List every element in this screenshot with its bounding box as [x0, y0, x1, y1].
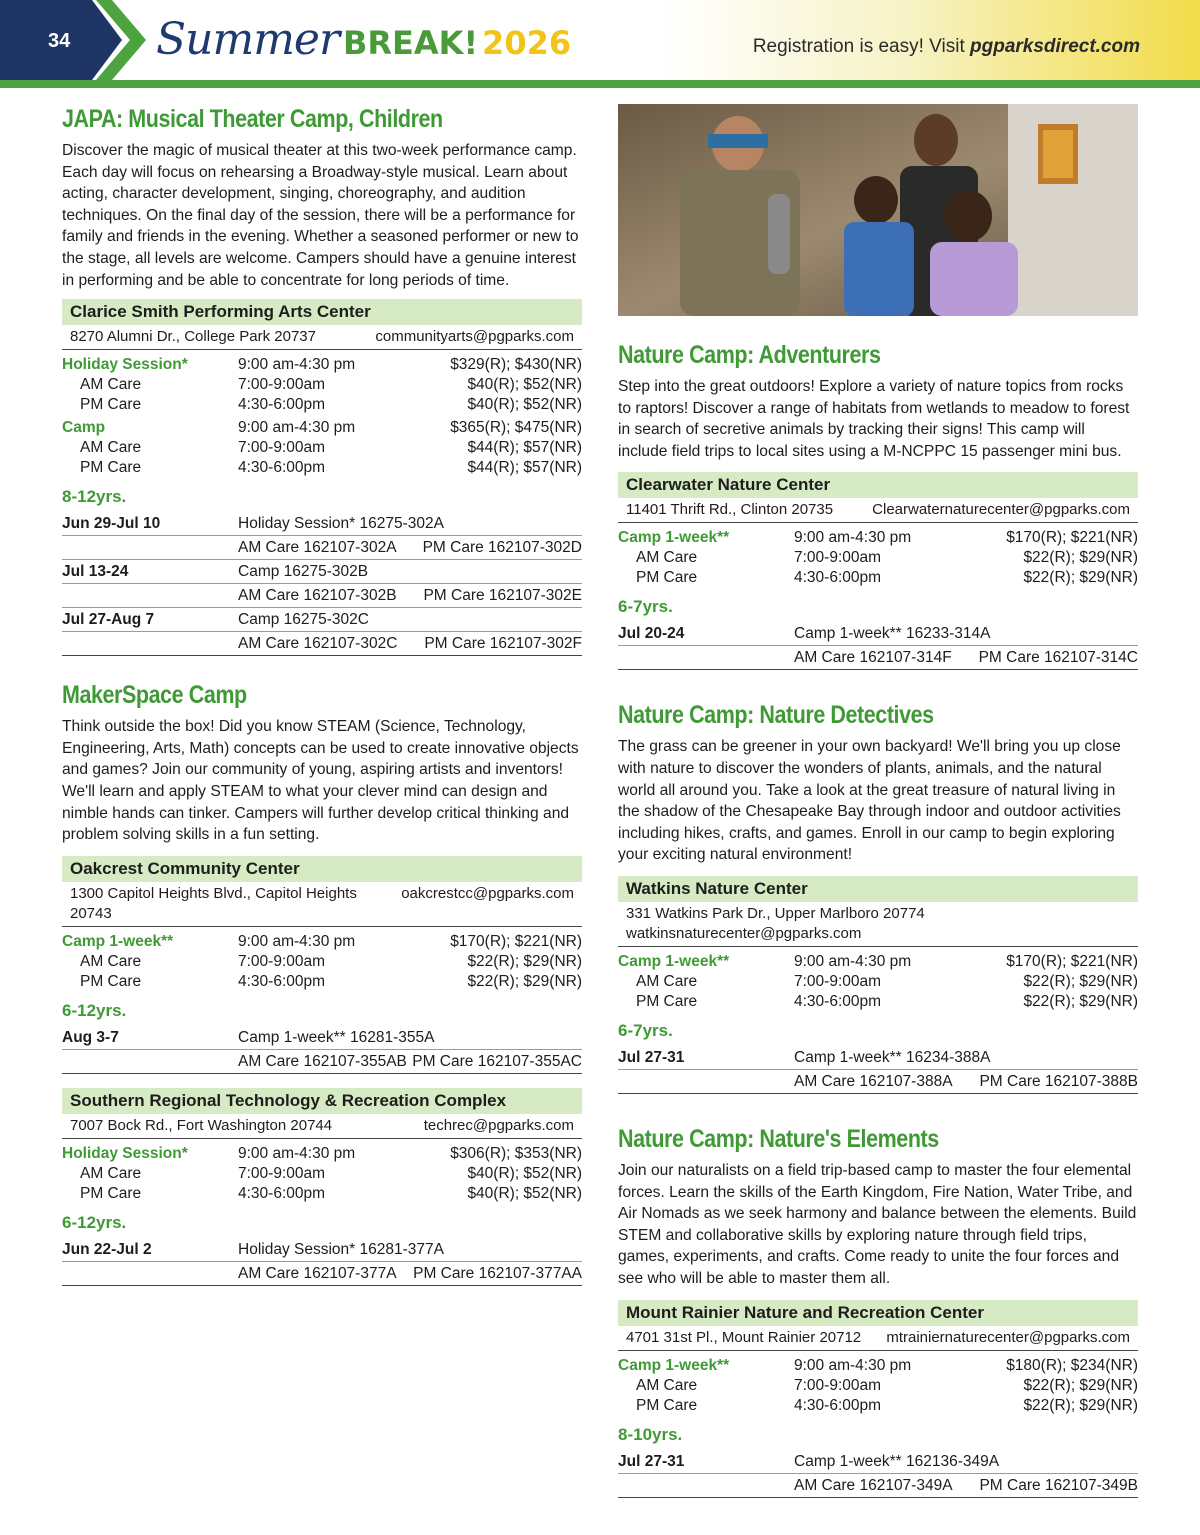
schedule-course-2: PM Care 162107-388B	[979, 1072, 1138, 1090]
rate-row	[62, 1144, 582, 1164]
right-column	[618, 340, 1138, 1498]
rate-time: 7:00-9:00am	[794, 549, 882, 567]
rate-row	[62, 1164, 582, 1184]
rate-time: 9:00 am-4:30 pm	[238, 932, 356, 950]
schedule-date	[618, 1070, 794, 1093]
age-range: 6-7yrs.	[618, 1020, 673, 1040]
schedule-row	[62, 1262, 582, 1286]
location-name: Southern Regional Technology & Recreation Complex	[62, 1088, 582, 1114]
schedule-course-2: PM Care 162107-314C	[978, 649, 1138, 667]
rate-label: PM Care	[636, 992, 698, 1010]
location-address: 7007 Bock Rd., Fort Washington 20744	[70, 1116, 333, 1134]
rate-row	[62, 458, 582, 478]
rate-time: 7:00-9:00am	[238, 1164, 326, 1182]
schedule-date	[618, 646, 794, 669]
rate-time: 9:00 am-4:30 pm	[794, 952, 912, 970]
age-range: 6-12yrs.	[62, 1000, 127, 1020]
age-range: 6-12yrs.	[62, 1212, 127, 1232]
section-description: Think outside the box! Did you know STEAM (Science, Technology, Engineering, Arts, Math) concepts can be used to create innovative objects and games? Join our community of young, aspiring artists and inventors! We'll learn and apply STEAM to what your clever mind can design and nimble hands can tinker. Campers will further develop critical thinking and problem solving skills in a fun setting.	[62, 718, 579, 844]
schedule-row	[62, 1238, 582, 1262]
schedule-course-2: PM Care 162107-349B	[979, 1476, 1138, 1494]
left-column	[62, 104, 582, 1286]
rate-time: 4:30-6:00pm	[238, 1184, 326, 1202]
rate-row	[618, 1396, 1138, 1416]
schedule-course-2: PM Care 162107-302F	[424, 635, 582, 653]
rate-price: $170(R); $221(NR)	[1006, 529, 1138, 547]
rate-price: $22(R); $29(NR)	[467, 972, 582, 990]
schedule-course: Camp 16275-302B	[238, 563, 369, 581]
location-address-row	[618, 902, 1138, 947]
schedule-course: Camp 1-week** 162136-349A	[794, 1452, 1000, 1470]
location-name: Clarice Smith Performing Arts Center	[62, 299, 582, 325]
age-range: 8-10yrs.	[618, 1424, 683, 1444]
rate-label: PM Care	[80, 972, 142, 990]
schedule-date	[62, 1050, 238, 1073]
schedule-course: AM Care 162107-302C	[238, 635, 398, 653]
rate-label: PM Care	[80, 1184, 142, 1202]
location-email[interactable]: mtrainiernaturecenter@pgparks.com	[886, 1328, 1130, 1346]
location-address-row	[62, 1114, 582, 1139]
rate-label: PM Care	[636, 569, 698, 587]
schedule-course-2: PM Care 162107-355AC	[412, 1052, 582, 1070]
rate-time: 7:00-9:00am	[238, 952, 326, 970]
schedule-row	[62, 1050, 582, 1074]
section-title: JAPA: Musical Theater Camp, Children	[62, 105, 443, 133]
rate-time: 7:00-9:00am	[238, 376, 326, 394]
schedule-course: Camp 16275-302C	[238, 611, 369, 629]
rate-price: $170(R); $221(NR)	[1006, 952, 1138, 970]
location-address: 1300 Capitol Heights Blvd., Capitol Heights 20743	[70, 884, 357, 922]
rate-label: AM Care	[636, 1376, 698, 1394]
rate-label: AM Care	[80, 952, 142, 970]
schedule-course-2: PM Care 162107-302D	[422, 539, 582, 557]
rate-time: 4:30-6:00pm	[794, 569, 882, 587]
schedule-date: Jul 27-Aug 7	[62, 611, 155, 629]
age-range: 8-12yrs.	[62, 487, 127, 507]
schedule-date	[618, 1474, 794, 1497]
location-address: 11401 Thrift Rd., Clinton 20735	[626, 501, 834, 519]
location-email[interactable]: oakcrestcc@pgparks.com	[401, 884, 574, 902]
schedule-course: AM Care 162107-302A	[238, 539, 397, 557]
location-name: Oakcrest Community Center	[62, 856, 582, 882]
rate-label: Camp 1-week**	[618, 1356, 730, 1374]
rate-row	[62, 375, 582, 395]
rate-label: Holiday Session*	[62, 356, 188, 374]
rate-time: 7:00-9:00am	[794, 972, 882, 990]
rate-price: $22(R); $29(NR)	[1023, 992, 1138, 1010]
registration-text: Registration is easy! Visit	[752, 36, 970, 57]
schedule-course: Camp 1-week** 16233-314A	[794, 625, 991, 643]
rate-row	[62, 418, 582, 438]
registration-link[interactable]: pgparksdirect.com	[970, 36, 1140, 57]
location-name: Mount Rainier Nature and Recreation Center	[618, 1300, 1138, 1326]
page-number: 34	[48, 30, 71, 52]
rate-label: Camp 1-week**	[618, 952, 730, 970]
section-description: Join our naturalists on a field trip-based camp to master the four elemental forces. Learn the skills of the Earth Kingdom, Fire Nation, Water Tribe, and Air Nomads as we seek harmony and balance between the elements. Build STEM and collaborative skills by exploring nature through field trips, games, experiments, and crafts. Come ready to unite the four forces and see who will be able to master them all.	[618, 1161, 1137, 1287]
rate-label: AM Care	[636, 549, 698, 567]
location-address: 4701 31st Pl., Mount Rainier 20712	[626, 1328, 862, 1346]
section-description: Step into the great outdoors! Explore a variety of nature topics from rocks to raptors! Discover a range of habitats from wetlands to meadow to forest in search of secretive animals by tracking their signs! This camp will include field trips to local sites using a M-NCPPC 15 passenger mini bus.	[618, 378, 1130, 460]
location-address: 331 Watkins Park Dr., Upper Marlboro 20774	[626, 904, 925, 922]
japa-section	[62, 104, 582, 656]
schedule-row	[618, 646, 1138, 670]
camp-photo	[618, 104, 1138, 316]
header-rule	[0, 80, 1200, 88]
schedule-course: Camp 1-week** 16234-388A	[794, 1048, 991, 1066]
rate-row	[62, 932, 582, 952]
rate-row	[618, 992, 1138, 1012]
rate-row	[62, 355, 582, 375]
location-email[interactable]: Clearwaternaturecenter@pgparks.com	[872, 501, 1130, 519]
rate-price: $40(R); $52(NR)	[467, 1164, 582, 1182]
rate-row	[618, 1356, 1138, 1376]
schedule-date: Jun 29-Jul 10	[62, 515, 161, 533]
schedule-course: AM Care 162107-302B	[238, 587, 397, 605]
rate-price: $180(R); $234(NR)	[1006, 1356, 1138, 1374]
rate-row	[62, 395, 582, 415]
section-title: Nature Camp: Nature's Elements	[618, 1124, 939, 1153]
rate-row	[62, 952, 582, 972]
rate-time: 4:30-6:00pm	[238, 396, 326, 414]
rate-time: 7:00-9:00am	[238, 439, 326, 457]
schedule-date	[62, 632, 238, 655]
schedule-course: Holiday Session* 16275-302A	[238, 515, 444, 533]
rate-time: 9:00 am-4:30 pm	[238, 1144, 356, 1162]
rate-price: $22(R); $29(NR)	[1023, 569, 1138, 587]
rate-time: 9:00 am-4:30 pm	[794, 529, 912, 547]
schedule-row	[62, 608, 582, 632]
section-description: Discover the magic of musical theater at this two-week performance camp. Each day will focus on rehearsing a Broadway-style musical. Learn about acting, character development, singing, choreography, and audition techniques. On the final day of the session, there will be a performance for family and friends in the evening. Whether a seasoned performer or new to the stage, all levels are welcome. Campers should have a genuine interest in performing and be able to concentrate for long periods of time.	[62, 142, 579, 289]
photo-illustration	[618, 104, 1138, 316]
schedule-course: AM Care 162107-349A	[794, 1476, 953, 1494]
schedule-date: Jun 22-Jul 2	[62, 1240, 152, 1258]
schedule-date: Jul 13-24	[62, 563, 129, 581]
location-address-row	[62, 882, 582, 927]
schedule-row	[62, 1026, 582, 1050]
schedule-date: Aug 3-7	[62, 1028, 119, 1046]
rate-label: Camp 1-week**	[618, 529, 730, 547]
schedule-course: AM Care 162107-388A	[794, 1072, 953, 1090]
schedule-date	[62, 584, 238, 607]
rate-time: 9:00 am-4:30 pm	[238, 419, 356, 437]
rate-price: $22(R); $29(NR)	[1023, 972, 1138, 990]
schedule-course: Holiday Session* 16281-377A	[238, 1240, 444, 1258]
rate-label: AM Care	[80, 1164, 142, 1182]
rate-price: $22(R); $29(NR)	[467, 952, 582, 970]
brand-script: Summer	[156, 14, 339, 65]
rate-time: 4:30-6:00pm	[238, 972, 326, 990]
location-address-row	[618, 498, 1138, 523]
rate-time: 9:00 am-4:30 pm	[238, 356, 356, 374]
schedule-date: Jul 20-24	[618, 625, 685, 643]
schedule-row	[618, 1070, 1138, 1094]
rate-time: 4:30-6:00pm	[238, 459, 326, 477]
location-address-row	[62, 325, 582, 350]
rate-time: 7:00-9:00am	[794, 1376, 882, 1394]
rate-price: $329(R); $430(NR)	[450, 356, 582, 374]
rate-label: AM Care	[636, 972, 698, 990]
schedule-row	[618, 1474, 1138, 1498]
page-header	[0, 0, 1200, 88]
schedule-row	[62, 632, 582, 656]
rate-label: Camp	[62, 419, 106, 437]
schedule-row	[618, 1450, 1138, 1474]
location-address-row	[618, 1326, 1138, 1351]
schedule-course: Camp 1-week** 16281-355A	[238, 1028, 435, 1046]
adventurers-section	[618, 340, 1138, 670]
rate-row	[62, 1184, 582, 1204]
section-description: The grass can be greener in your own backyard! We'll bring you up close with nature to discover the wonders of plants, animals, and the natural world all around you. Take a look at the great treasure of natural living in the shadow of the Chesapeake Bay through indoor and outdoor activities including hikes, crafts, and games. Enroll in our camp to begin exploring your exciting natural environment!	[618, 738, 1121, 864]
location-address: 8270 Alumni Dr., College Park 20737	[70, 328, 316, 346]
rate-price: $44(R); $57(NR)	[467, 439, 582, 457]
schedule-course: AM Care 162107-377A	[238, 1264, 397, 1282]
rate-price: $44(R); $57(NR)	[467, 459, 582, 477]
location-email[interactable]: watkinsnaturecenter@pgparks.com	[626, 924, 862, 942]
rate-label: Holiday Session*	[62, 1144, 188, 1162]
rate-row	[618, 568, 1138, 588]
location-email[interactable]: communityarts@pgparks.com	[375, 328, 574, 346]
age-range: 6-7yrs.	[618, 597, 673, 617]
schedule-row	[62, 536, 582, 560]
schedule-date	[62, 536, 238, 559]
location-name: Watkins Nature Center	[618, 876, 1138, 902]
rate-row	[62, 972, 582, 992]
schedule-row	[618, 622, 1138, 646]
schedule-course: AM Care 162107-355AB	[238, 1052, 407, 1070]
schedule-row	[62, 584, 582, 608]
rate-price: $365(R); $475(NR)	[450, 419, 582, 437]
schedule-course-2: PM Care 162107-377AA	[413, 1264, 582, 1282]
schedule-date: Jul 27-31	[618, 1452, 685, 1470]
registration-note	[753, 36, 1140, 58]
brand-break: BREAK!	[343, 24, 479, 62]
section-title: Nature Camp: Adventurers	[618, 341, 881, 369]
rate-time: 4:30-6:00pm	[794, 1396, 882, 1414]
rate-row	[618, 952, 1138, 972]
brand-logo	[156, 14, 571, 74]
rate-time: 4:30-6:00pm	[794, 992, 882, 1010]
rate-label: Camp 1-week**	[62, 932, 174, 950]
rate-label: PM Care	[80, 459, 142, 477]
location-email[interactable]: techrec@pgparks.com	[423, 1116, 574, 1134]
rate-price: $306(R); $353(NR)	[450, 1144, 582, 1162]
rate-price: $22(R); $29(NR)	[1023, 1396, 1138, 1414]
schedule-course-2: PM Care 162107-302E	[423, 587, 582, 605]
section-title: MakerSpace Camp	[62, 681, 247, 710]
rate-time: 9:00 am-4:30 pm	[794, 1356, 912, 1374]
rate-row	[62, 438, 582, 458]
rate-label: AM Care	[80, 376, 142, 394]
schedule-row	[618, 1046, 1138, 1070]
rate-label: PM Care	[80, 396, 142, 414]
schedule-row	[62, 560, 582, 584]
location-name: Clearwater Nature Center	[618, 472, 1138, 498]
section-title: Nature Camp: Nature Detectives	[618, 701, 934, 730]
rate-price: $40(R); $52(NR)	[467, 376, 582, 394]
rate-row	[618, 972, 1138, 992]
rate-row	[618, 1376, 1138, 1396]
rate-price: $170(R); $221(NR)	[450, 932, 582, 950]
rate-row	[618, 548, 1138, 568]
rate-price: $40(R); $52(NR)	[467, 1184, 582, 1202]
brand-year: 2026	[482, 24, 572, 62]
rate-label: AM Care	[80, 439, 142, 457]
rate-row	[618, 528, 1138, 548]
rate-label: PM Care	[636, 1396, 698, 1414]
elements-section	[618, 1124, 1138, 1498]
rate-price: $22(R); $29(NR)	[1023, 1376, 1138, 1394]
schedule-date: Jul 27-31	[618, 1048, 685, 1066]
schedule-date	[62, 1262, 238, 1285]
detectives-section	[618, 700, 1138, 1094]
schedule-course: AM Care 162107-314F	[794, 649, 952, 667]
makerspace-section	[62, 680, 582, 1286]
schedule-row	[62, 512, 582, 536]
rate-price: $40(R); $52(NR)	[467, 396, 582, 414]
rate-price: $22(R); $29(NR)	[1023, 549, 1138, 567]
